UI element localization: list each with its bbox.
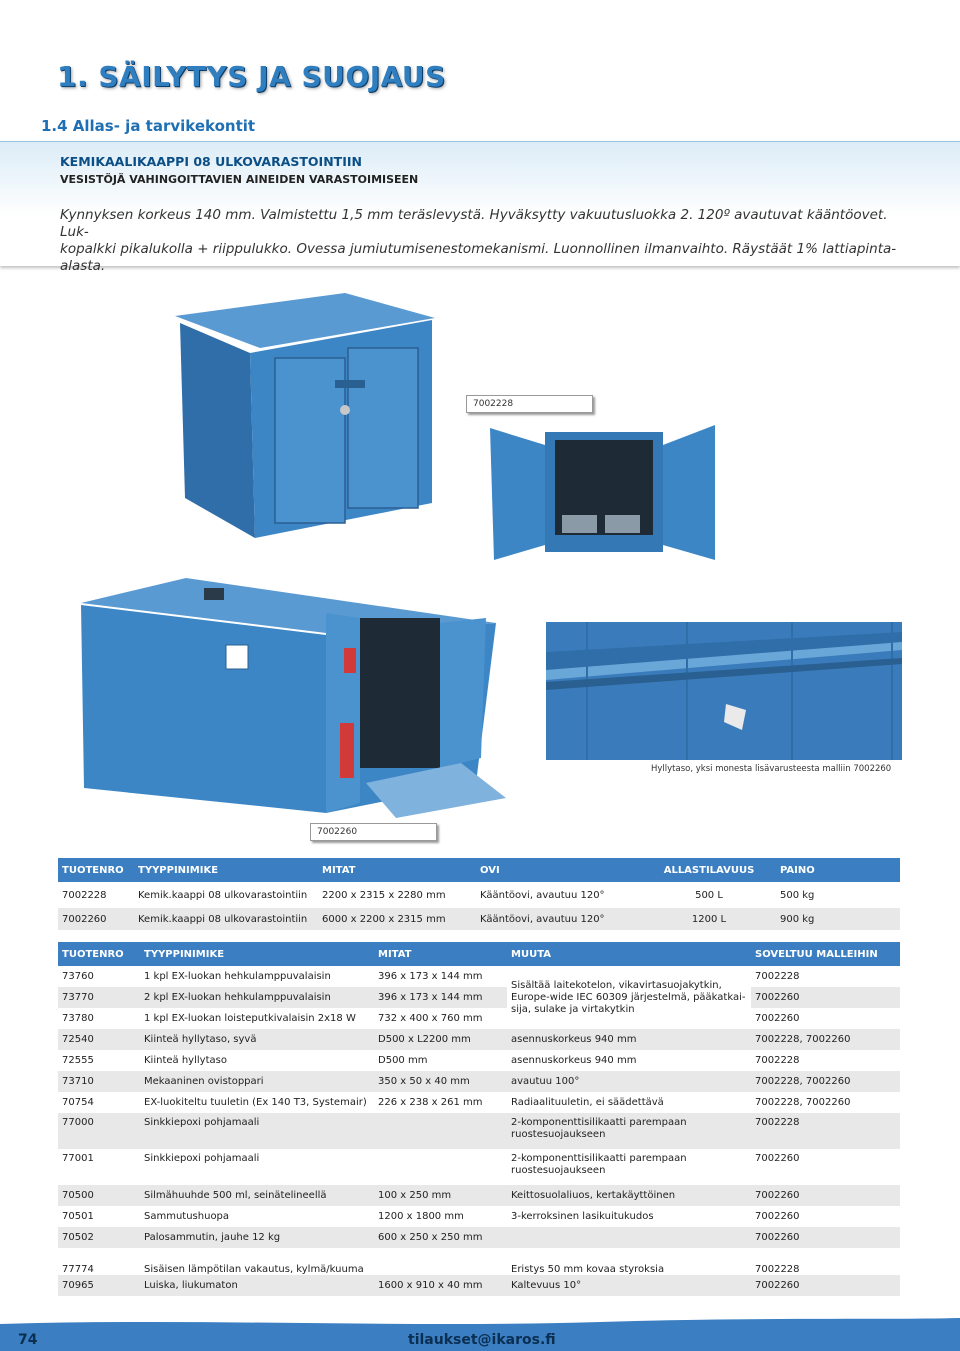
- column-header: OVI: [476, 858, 642, 882]
- table-cell: 1200 L: [642, 908, 776, 930]
- table-cell: 73760: [62, 971, 94, 982]
- table-cell: 72540: [58, 1029, 140, 1050]
- table-cell: 396 x 173 x 144 mm: [378, 971, 483, 982]
- table-cell: 70965: [58, 1275, 140, 1296]
- table-cell: 2200 x 2315 x 2280 mm: [322, 889, 446, 901]
- table-row: [58, 1008, 900, 1029]
- table-cell: 70754: [62, 1097, 94, 1108]
- table-cell: 7002228: [755, 971, 800, 982]
- table-cell: 70501: [62, 1211, 94, 1222]
- table-cell-group-note: Sisältää laitekotelon, vikavirtasuojakytkin, Europe-wide IEC 60309 järjestelmä, pääkatkai-sija, sulake ja virtakytkin: [507, 966, 751, 1029]
- table-header-row: [58, 942, 900, 966]
- table-header-row: [58, 858, 900, 882]
- table-cell: 7002228, 7002260: [751, 1029, 900, 1050]
- table-cell: 1 kpl EX-luokan loisteputkivalaisin 2x18 W: [144, 1013, 356, 1024]
- product-subtitle: VESISTÖJÄ VAHINGOITTAVIEN AINEIDEN VARASTOIMISEEN: [60, 173, 419, 186]
- column-header: MITAT: [318, 858, 476, 882]
- table-cell: 500 L: [695, 889, 723, 901]
- table-cell: Kemik.kaappi 08 ulkovarastointiin: [138, 889, 308, 901]
- table-cell: 350 x 50 x 40 mm: [374, 1071, 507, 1092]
- table-cell: 7002260: [751, 1185, 900, 1206]
- table-cell: Sinkkiepoxi pohjamaali: [140, 1113, 374, 1149]
- table-cell: asennuskorkeus 940 mm: [507, 1029, 751, 1050]
- table-cell: EX-luokiteltu tuuletin (Ex 140 T3, Systemair): [144, 1097, 367, 1108]
- table-cell: 1 kpl EX-luokan hehkulamppuvalaisin: [144, 971, 331, 982]
- photo-small-container-closed: [170, 288, 440, 540]
- table-cell: Kemik.kaappi 08 ulkovarastointiin: [134, 908, 318, 930]
- table-cell: 70500: [58, 1185, 140, 1206]
- column-header: TYYPPINIMIKE: [140, 942, 374, 966]
- table-row: [58, 1227, 900, 1248]
- table-cell: 7002228: [62, 889, 107, 901]
- table-cell: 77001: [62, 1153, 94, 1164]
- table-cell: 7002228: [755, 1264, 800, 1275]
- table-row: [58, 1092, 900, 1113]
- column-header: TUOTENRO: [58, 858, 134, 882]
- table-cell: [507, 1227, 751, 1248]
- table-row: [58, 1029, 900, 1050]
- table-row: [58, 882, 900, 908]
- table-cell: Kääntöovi, avautuu 120°: [476, 908, 642, 930]
- table-cell: Sinkkiepoxi pohjamaali: [144, 1153, 260, 1164]
- table-cell: 6000 x 2200 x 2315 mm: [318, 908, 476, 930]
- table-cell: 7002260: [755, 1153, 800, 1164]
- table-row: [58, 1206, 900, 1227]
- table-cell: 7002260: [751, 1227, 900, 1248]
- shelf-caption: Hyllytaso, yksi monesta lisävarusteesta malliin 7002260: [651, 764, 892, 774]
- accessory-table: [58, 942, 900, 1296]
- table-cell: Mekaaninen ovistoppari: [140, 1071, 374, 1092]
- table-cell: 72555: [62, 1055, 94, 1066]
- table-cell: 7002260: [751, 987, 900, 1008]
- photo-small-container-open: [490, 420, 720, 570]
- table-cell: asennuskorkeus 940 mm: [511, 1055, 637, 1066]
- description-line-2: kopalkki pikalukolla + riippulukko. Ovessa jumiutumisenestomekanismi. Luonnollinen ilmanvaihto. Räystäät 1% lattiapinta-alasta.: [60, 241, 897, 274]
- table-cell: Sammutushuopa: [144, 1211, 230, 1222]
- table-cell: 100 x 250 mm: [374, 1185, 507, 1206]
- section-title: 1.4 Allas- ja tarvikekontit: [41, 117, 256, 135]
- table-cell: 500 kg: [780, 889, 815, 901]
- description-line-1: Kynnyksen korkeus 140 mm. Valmistettu 1,5 mm teräslevystä. Hyväksytty vakuutusluokka 2. 120º avautuvat kääntöovet. Luk-: [60, 207, 888, 240]
- product-title: KEMIKAALIKAAPPI 08 ULKOVARASTOINTIIN: [60, 154, 362, 169]
- table-cell: Kaltevuus 10°: [507, 1275, 751, 1296]
- table-cell: 7002260: [755, 1211, 800, 1222]
- table-cell: D500 mm: [378, 1055, 428, 1066]
- table-cell: Eristys 50 mm kovaa styroksia: [511, 1264, 665, 1275]
- table-cell: [374, 1149, 507, 1185]
- table-cell: 600 x 250 x 250 mm: [374, 1227, 507, 1248]
- table-row: [58, 1149, 900, 1185]
- column-header: PAINO: [776, 858, 900, 882]
- table-cell: 77774: [62, 1264, 94, 1275]
- table-row: [58, 1071, 900, 1092]
- table-cell: 900 kg: [776, 908, 900, 930]
- table-cell: Kääntöovi, avautuu 120°: [480, 889, 605, 901]
- column-header: TUOTENRO: [58, 942, 140, 966]
- table-cell: avautuu 100°: [507, 1071, 751, 1092]
- table-row: [58, 966, 900, 987]
- table-cell: Silmähuuhde 500 ml, seinätelineellä: [140, 1185, 374, 1206]
- table-row: [58, 987, 900, 1008]
- page-number: 74: [18, 1332, 38, 1348]
- table-row: [58, 1185, 900, 1206]
- product-intro-panel: [0, 141, 960, 274]
- column-header: TYYPPINIMIKE: [134, 858, 318, 882]
- table-cell: Kiinteä hyllytaso, syvä: [140, 1029, 374, 1050]
- table-cell: Kiinteä hyllytaso: [144, 1055, 227, 1066]
- product-code-tag-7002260: 7002260: [310, 823, 437, 841]
- table-cell: 70502: [58, 1227, 140, 1248]
- table-cell: 1600 x 910 x 40 mm: [374, 1275, 507, 1296]
- table-cell: 2-komponenttisilikaatti parempaan ruostesuojaukseen: [511, 1153, 687, 1176]
- table-row: [58, 908, 900, 930]
- table-cell: 7002228: [751, 1113, 900, 1149]
- chapter-title: 1. SÄILYTYS JA SUOJAUS: [57, 60, 446, 93]
- product-table: [58, 858, 900, 930]
- table-row: [58, 1275, 900, 1296]
- table-cell: 7002228, 7002260: [751, 1071, 900, 1092]
- table-cell: 7002260: [755, 1013, 800, 1024]
- column-header: MUUTA: [507, 942, 751, 966]
- photo-large-container: [76, 573, 506, 818]
- table-cell: 7002228: [755, 1055, 800, 1066]
- table-row: [58, 1113, 900, 1149]
- table-cell: 73770: [58, 987, 140, 1008]
- column-header: ALLASTILAVUUS: [642, 858, 776, 882]
- table-cell: Radiaalituuletin, ei säädettävä: [511, 1097, 664, 1108]
- table-cell: Sisäisen lämpötilan vakautus, kylmä/kuuma: [144, 1264, 364, 1275]
- table-cell: [374, 1248, 507, 1275]
- photo-shelf-accessory: [546, 622, 902, 760]
- product-description: [60, 207, 920, 275]
- table-cell: 396 x 173 x 144 mm: [374, 987, 507, 1008]
- contact-email-link[interactable]: tilaukset@ikaros.fi: [408, 1332, 556, 1348]
- table-cell: 7002260: [58, 908, 134, 930]
- table-cell: 3-kerroksinen lasikuitukudos: [511, 1211, 654, 1222]
- table-cell: 73710: [58, 1071, 140, 1092]
- table-cell: 7002228, 7002260: [755, 1097, 851, 1108]
- column-header: SOVELTUU MALLEIHIN: [751, 942, 900, 966]
- table-cell: Keittosuolaliuos, kertakäyttöinen: [507, 1185, 751, 1206]
- table-cell: 2 kpl EX-luokan hehkulamppuvalaisin: [140, 987, 374, 1008]
- footer-wave: [0, 1316, 960, 1330]
- table-row: [58, 1248, 900, 1275]
- table-cell: 1200 x 1800 mm: [378, 1211, 464, 1222]
- product-code-tag-7002228: 7002228: [466, 395, 593, 413]
- table-cell: 73780: [62, 1013, 94, 1024]
- table-cell: 732 x 400 x 760 mm: [378, 1013, 483, 1024]
- table-row: [58, 1050, 900, 1071]
- table-cell: 7002260: [751, 1275, 900, 1296]
- table-cell: [374, 1113, 507, 1149]
- table-cell: 226 x 238 x 261 mm: [378, 1097, 483, 1108]
- table-cell: Palosammutin, jauhe 12 kg: [140, 1227, 374, 1248]
- table-cell: 2-komponenttisilikaatti parempaan ruostesuojaukseen: [507, 1113, 751, 1149]
- table-cell: Luiska, liukumaton: [140, 1275, 374, 1296]
- table-cell: D500 x L2200 mm: [374, 1029, 507, 1050]
- table-cell: 77000: [58, 1113, 140, 1149]
- column-header: MITAT: [374, 942, 507, 966]
